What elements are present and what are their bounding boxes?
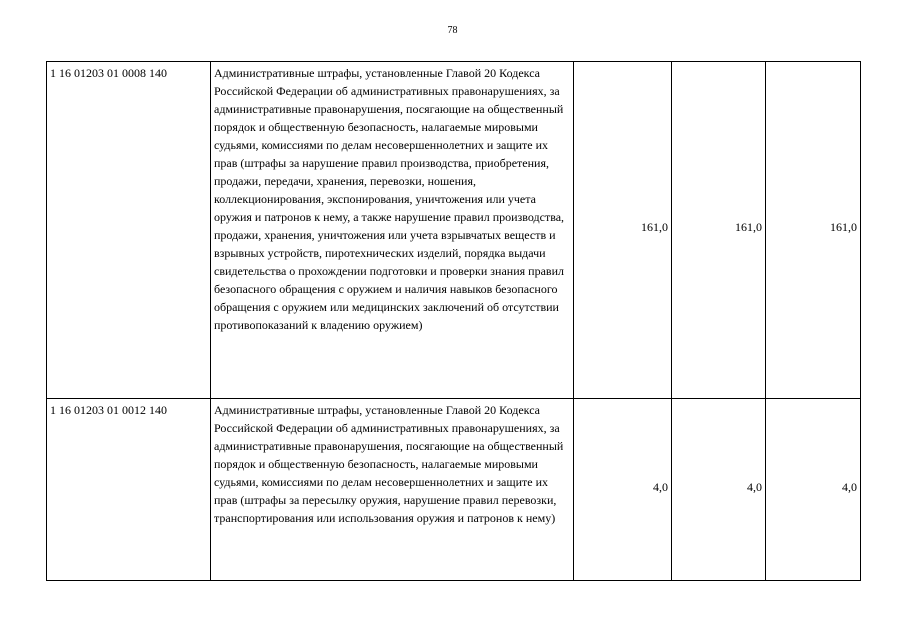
budget-code-cell: 1 16 01203 01 0008 140 — [47, 62, 211, 399]
value-cell-year-3: 4,0 — [766, 399, 861, 581]
table-row — [47, 62, 861, 399]
table-row — [47, 399, 861, 581]
value-cell-year-1: 161,0 — [574, 62, 672, 399]
value-cell-year-3: 161,0 — [766, 62, 861, 399]
budget-code-cell: 1 16 01203 01 0012 140 — [47, 399, 211, 581]
description-cell: Административные штрафы, установленные Главой 20 Кодекса Российской Федерации об административных правонарушениях, за административные правонарушения, посягающие на общественный порядок и общественную безопасность, налагаемые мировыми судьями, комиссиями по делам несовершеннолетних и защите их прав (штрафы за нарушение правил производства, приобретения, продажи, передачи, хранения, перевозки, ношения, коллекционирования, экспонирования, уничтожения или учета оружия и патронов к нему, а также нарушение правил производства, продажи, хранения, уничтожения или учета взрывчатых веществ и взрывных устройств, пиротехнических изделий, порядка выдачи свидетельства о прохождении подготовки и проверки знания правил безопасного обращения с оружием и наличия навыков безопасного обращения с оружием или медицинских заключений об отсутствии противопоказаний к владению оружием) — [211, 62, 574, 399]
value-cell-year-2: 161,0 — [672, 62, 766, 399]
page-number: 78 — [447, 25, 458, 36]
budget-table — [46, 61, 861, 581]
description-cell: Административные штрафы, установленные Главой 20 Кодекса Российской Федерации об административных правонарушениях, за административные правонарушения, посягающие на общественный порядок и общественную безопасность, налагаемые мировыми судьями, комиссиями по делам несовершеннолетних и защите их прав (штрафы за пересылку оружия, нарушение правил перевозки, транспортирования или использования оружия и патронов к нему) — [211, 399, 574, 581]
value-cell-year-1: 4,0 — [574, 399, 672, 581]
value-cell-year-2: 4,0 — [672, 399, 766, 581]
